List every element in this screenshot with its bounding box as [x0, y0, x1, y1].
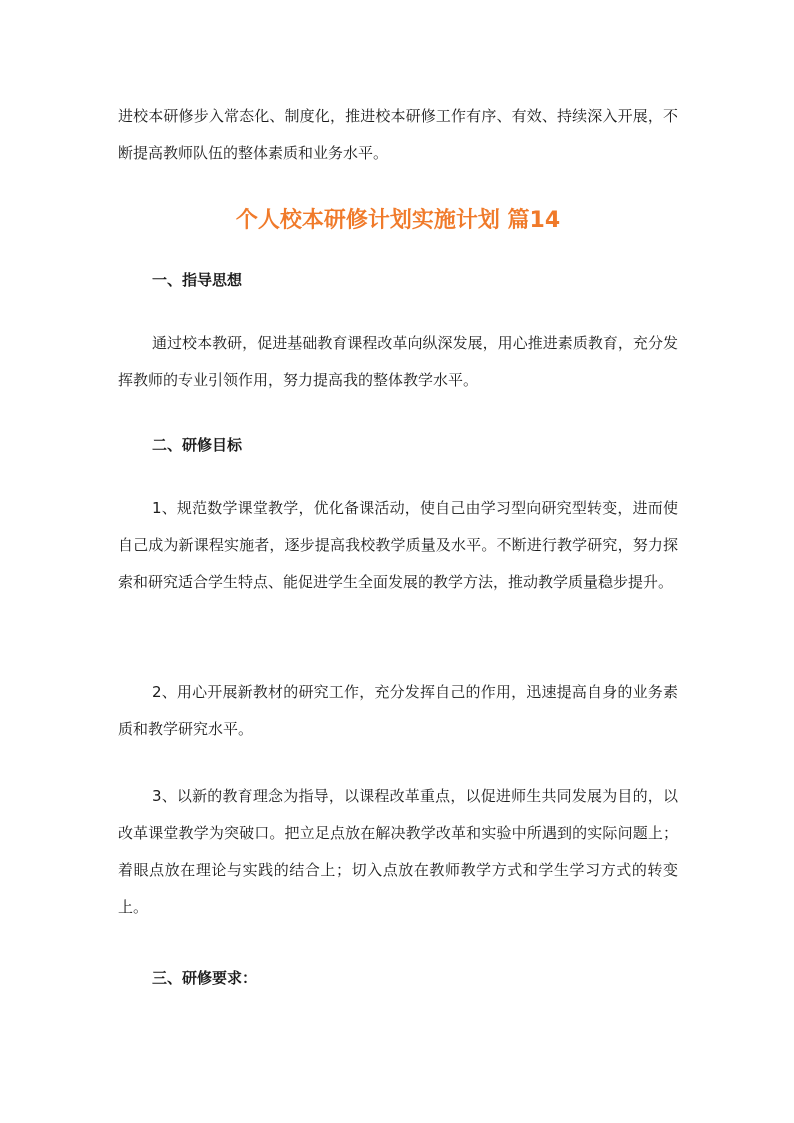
section-paragraph-guiding-thought: 通过校本教研，促进基础教育课程改革向纵深发展，用心推进素质教育，充分发挥教师的专业引领作用，努力提高我的整体教学水平。: [118, 334, 678, 389]
document-title: 个人校本研修计划实施计划 篇14: [235, 208, 561, 233]
section-heading-guiding-thought: 一、指导思想: [152, 271, 243, 289]
section-heading-goals: 二、研修目标: [152, 436, 243, 454]
intro-paragraph: 进校本研修步入常态化、制度化，推进校本研修工作有序、有效、持续深入开展，不断提高教师队伍的整体素质和业务水平。: [118, 107, 678, 162]
section-heading-requirements: 三、研修要求：: [152, 969, 258, 987]
goal-item-3: 3、以新的教育理念为指导，以课程改革重点，以促进师生共同发展为目的，以改革课堂教学为突破口。把立足点放在解决教学改革和实验中所遇到的实际问题上；着眼点放在理论与实践的结合上；切入点放在教师教学方式和学生学习方式的转变上。: [118, 787, 678, 916]
goal-item-2: 2、用心开展新教材的研究工作，充分发挥自己的作用，迅速提高自身的业务素质和教学研究水平。: [118, 683, 678, 738]
goal-item-1: 1、规范数学课堂教学，优化备课活动，使自己由学习型向研究型转变，进而使自己成为新课程实施者，逐步提高我校教学质量及水平。不断进行教学研究，努力探索和研究适合学生特点、能促进学生全面发展的教学方法，推动教学质量稳步提升。: [118, 499, 678, 591]
